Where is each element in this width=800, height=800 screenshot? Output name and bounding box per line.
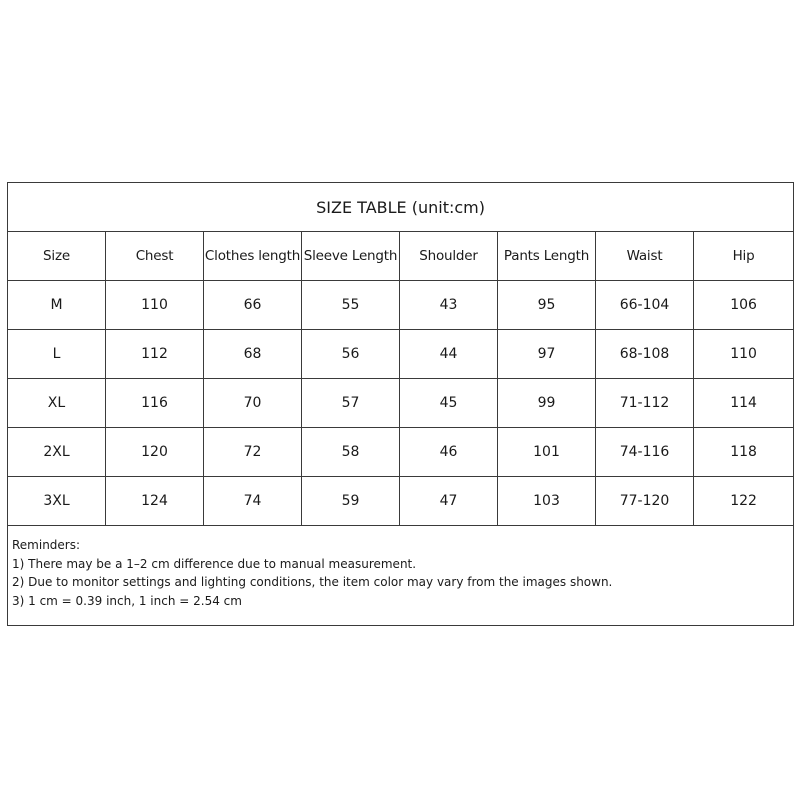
cell-hip: 106 [694,281,794,330]
reminder-line: 1) There may be a 1–2 cm difference due to manual measurement. [12,556,417,571]
cell-waist: 66-104 [596,281,694,330]
table-row [8,477,794,526]
header-pants-length: Pants Length [498,232,596,281]
reminders-cell [8,526,794,626]
cell-waist: 77-120 [596,477,694,526]
cell-clothes-length: 74 [204,477,302,526]
cell-hip: 122 [694,477,794,526]
reminder-line: 2) Due to monitor settings and lighting conditions, the item color may vary from the images shown. [12,575,613,589]
cell-shoulder: 45 [400,379,498,428]
cell-size: XL [8,379,106,428]
table-row [8,281,794,330]
cell-sleeve-length: 57 [302,379,400,428]
cell-hip: 118 [694,428,794,477]
header-sleeve-length: Sleeve Length [302,232,400,281]
header-size: Size [8,232,106,281]
cell-chest: 124 [106,477,204,526]
cell-chest: 110 [106,281,204,330]
size-table [7,182,794,626]
cell-clothes-length: 70 [204,379,302,428]
header-clothes-length: Clothes length [204,232,302,281]
cell-pants-length: 97 [498,330,596,379]
reminder-line: 3) 1 cm = 0.39 inch, 1 inch = 2.54 cm [12,593,242,608]
cell-size: 3XL [8,477,106,526]
cell-chest: 120 [106,428,204,477]
title-row [8,183,794,232]
cell-sleeve-length: 55 [302,281,400,330]
cell-clothes-length: 66 [204,281,302,330]
cell-size: 2XL [8,428,106,477]
cell-shoulder: 44 [400,330,498,379]
cell-clothes-length: 72 [204,428,302,477]
cell-pants-length: 99 [498,379,596,428]
header-row [8,232,794,281]
cell-hip: 114 [694,379,794,428]
cell-pants-length: 103 [498,477,596,526]
header-shoulder: Shoulder [400,232,498,281]
header-waist: Waist [596,232,694,281]
cell-pants-length: 95 [498,281,596,330]
table-row [8,379,794,428]
cell-chest: 112 [106,330,204,379]
cell-pants-length: 101 [498,428,596,477]
cell-hip: 110 [694,330,794,379]
reminders-row [8,526,794,626]
cell-shoulder: 46 [400,428,498,477]
cell-sleeve-length: 58 [302,428,400,477]
cell-size: L [8,330,106,379]
header-hip: Hip [694,232,794,281]
cell-chest: 116 [106,379,204,428]
reminders-heading: Reminders: [12,538,81,552]
cell-waist: 71-112 [596,379,694,428]
cell-waist: 68-108 [596,330,694,379]
cell-clothes-length: 68 [204,330,302,379]
cell-shoulder: 43 [400,281,498,330]
cell-waist: 74-116 [596,428,694,477]
table-title: SIZE TABLE (unit:cm) [8,183,794,232]
table-row [8,330,794,379]
cell-shoulder: 47 [400,477,498,526]
cell-size: M [8,281,106,330]
header-chest: Chest [106,232,204,281]
cell-sleeve-length: 56 [302,330,400,379]
table-row [8,428,794,477]
cell-sleeve-length: 59 [302,477,400,526]
